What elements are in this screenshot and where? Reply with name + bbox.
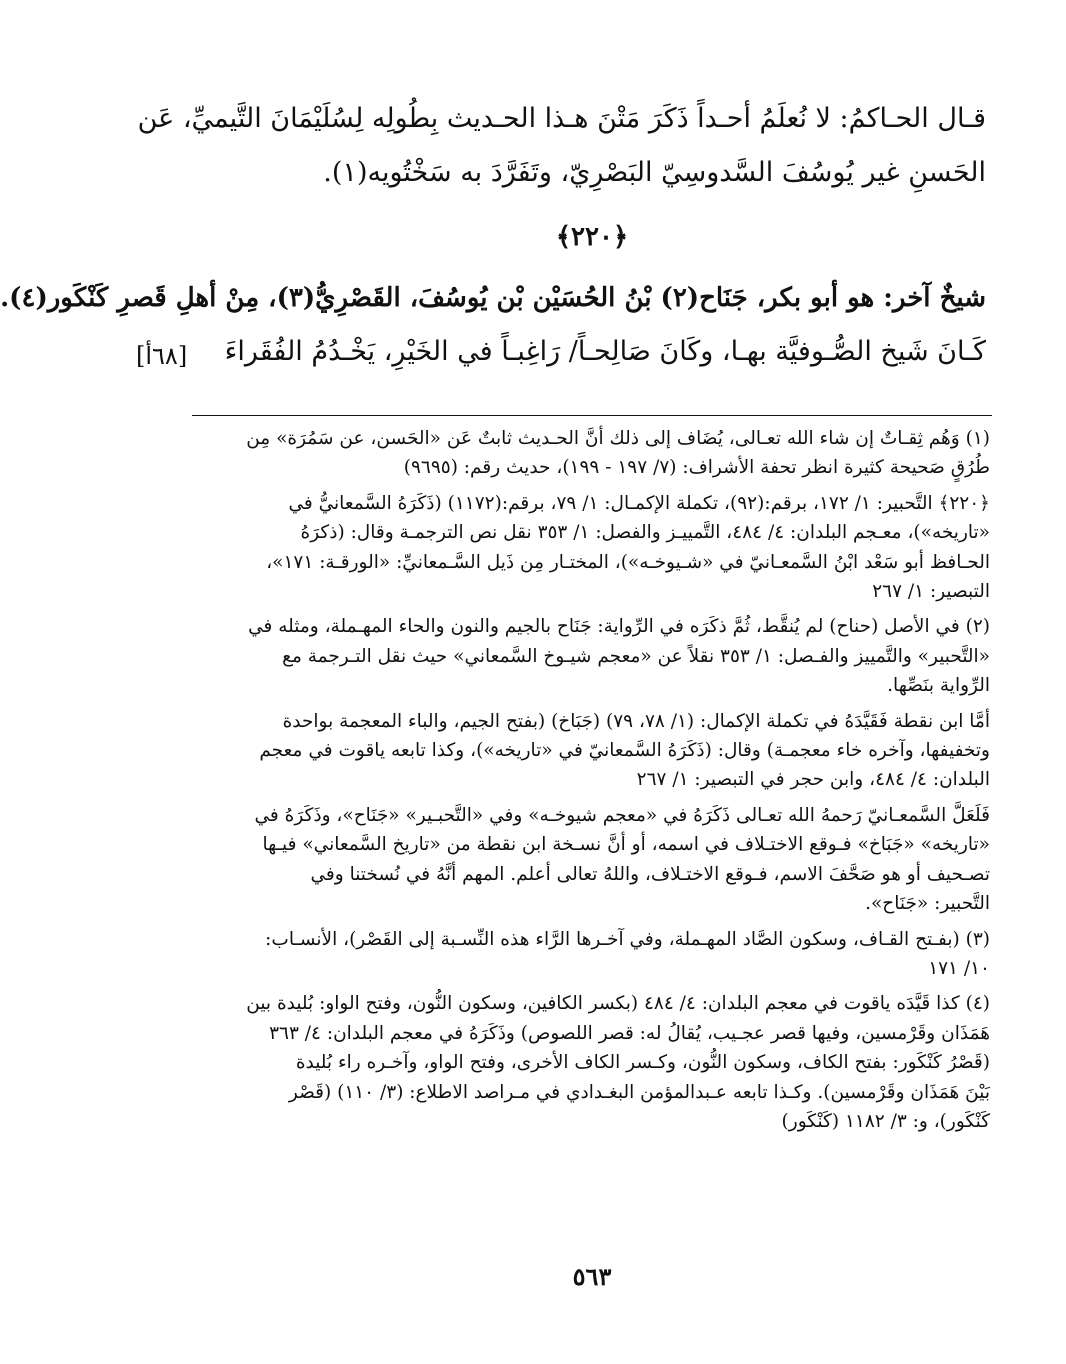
- main-text-line: قـال الحـاكمُ: لا نُعلَمُ أحـداً ذَكَرَ مَتْنَ هـذا الحـديث بِطُولِه لِسُلَيْمَانَ التَّيميِّ، عَن: [137, 103, 986, 134]
- page-number: ٥٦٣: [572, 1262, 612, 1291]
- entry-heading: شيخٌ آخر: هو أبو بكر، جَنَاح(٢) بْنُ الحُسَيْن بْن يُوسُفَ، القَصْرِيُّ(٣)، مِنْ أهلِ قَصرِ كَنْكَور(٤).: [0, 283, 986, 313]
- footnote-line: تصـحيف أو هو صَحَّفَ الاسم، فـوقع الاختـلاف، واللهُ تعالى أعلم. المهم أنَّهُ في نُسختنا وفي: [310, 863, 990, 885]
- footnote-line: (٣) (بفـتح القـاف، وسكون الصَّاد المهـملة، وفي آخـرها الرَّاء هذه النِّسـبة إلى القَصْر)، الأنسـاب:: [265, 928, 990, 950]
- footnote-line: فَلَعَلَّ السَّمعـانيّ رَحمهُ الله تعـالى ذَكَرَهُ في «معجم شيوخـه» وفي «التَّحبـير» «جَنَاح»، وذَكَرَهُ في: [254, 804, 990, 826]
- footnote-line: التبصير: ١/ ٢٦٧: [872, 581, 990, 603]
- footnote-line: (قَصْرُ كَنْكَور: بفتح الكاف، وسكون النُّون، وكـسر الكاف الأخرى، وفتح الواو، وآخـره راء بُليدة: [295, 1052, 990, 1074]
- footnote: [198, 489, 990, 607]
- footnote: [198, 989, 990, 1136]
- footnote-line: (١) وَهُم ثِقـاتٌ إن شاء الله تعـالى، يُضَاف إلى ذلك أنَّ الحـديث ثابتٌ عَن «الحَسن، عن سَمُرَة» مِن: [246, 428, 990, 449]
- entry-text: كَـانَ شَيخ الصُّـوفيَّة بهـا، وكَانَ صَالِحـاً/ رَاغِبـاً في الخَيْرِ، يَخْـدُمُ الفُقَراءَ: [224, 336, 986, 367]
- footnote-line: «تاريخه»)، معـجم البلدان: ٤/ ٤٨٤، التَّمييـز والفصل: ١/ ٣٥٣ نقل نص الترجمـة وقال: (ذكرَهُ: [300, 522, 990, 544]
- footnote-line: طُرُقٍ صَحيحة كثيرة انظر تحفة الأشراف: (٧/ ١٩٧ - ١٩٩)، حديث رقم: (٩٦٩٥): [403, 457, 990, 479]
- footnote-line: ﴿٢٢٠﴾ التَّحبير: ١/ ١٧٢، برقم:(٩٢)، تكملة الإكمـال: ١/ ٧٩، برقم:(١١٧٢) (ذَكَرَهُ السَّمعانيُّ في: [288, 492, 990, 514]
- footnote: [198, 424, 990, 483]
- footnote-line: (٤) كذا قَيَّدَه ياقوت في معجم البلدان: ٤/ ٤٨٤ (بكسر الكافين، وسكون النُّون، وفتح الواو: بُليدة بين: [246, 993, 990, 1015]
- footnote-line: هَمَذَان وقَرْمسين، وفيها قصر عجـيب، يُقالُ له: قصر اللصوص) وذَكَرَهُ في معجم البلدان: ٤/ ٣٦٣: [269, 1022, 990, 1044]
- manuscript-folio-marker: [٦٨أ]: [136, 342, 188, 370]
- footnote: [198, 612, 990, 700]
- footnote-line: «التَّحبير» والتَّمييز والفـصل: ١/ ٣٥٣ نقلاً عن «معجم شيـوخ السَّمعاني» حيث نقل التـرجمة مع: [282, 645, 990, 667]
- footnote-line: التَّحبير: «جَنَاح».: [865, 893, 990, 915]
- footnote: [198, 801, 990, 919]
- footnote-line: البلدان: ٤/ ٤٨٤، وابن حجر في التبصير: ١/ ٢٦٧: [636, 769, 990, 791]
- footnote-divider: [192, 415, 992, 416]
- footnote-line: الرِّواية بنَصِّها.: [887, 675, 990, 697]
- footnote-line: الحـافظ أبو سَعْد ابْنُ السَّمعـانيّ في «شـيوخـه»)، المختـار مِن ذَيل السَّـمعانيِّ: «الورقـة: ١٧١»،: [266, 551, 990, 573]
- footnote-line: أمَّا ابن نقطة فَقَيَّدَهُ في تكملة الإكمال: (١/ ٧٨، ٧٩) (جَبَاخ) (بفتح الجيم، والباء المعجمة بواحدة: [282, 710, 990, 732]
- footnotes: [198, 424, 990, 1142]
- entry-number: ﴿٢٢٠﴾: [555, 222, 629, 252]
- footnote-line: ١٠/ ١٧١: [928, 957, 990, 979]
- footnote: [198, 925, 990, 984]
- footnote-line: بَيْنَ هَمَذَان وقَرْمسين). وكـذا تابعه عـبدالمؤمن البغـدادي في مـراصد الاطلاع: (٣/ ١١٠) (قَصْر: [288, 1081, 990, 1103]
- footnote-line: كَنْكَور)، و: ٣/ ١١٨٢ (كَنْكَور): [781, 1110, 990, 1132]
- main-text: [137, 92, 986, 200]
- footnote: [198, 707, 990, 795]
- footnote-line: وتخفيفها، وآخره خاء معجمـة) وقال: (ذَكَرَهُ السَّمعانيّ في «تاريخه»)، وكذا تابعه ياقوت في معجم: [259, 740, 990, 762]
- main-text-line: الحَسنِ غير يُوسُفَ السَّدوسِيّ البَصْرِيّ، وتَفَرَّدَ به سَخْتُويه(١).: [323, 157, 986, 188]
- footnote-line: (٢) في الأصل (حناح) لم يُنقَّط، ثُمَّ ذكَرَه في الرِّواية: جَنَاح بالجيم والنون والحاء المهـملة، ومثله في: [248, 616, 990, 638]
- footnote-line: «تاريخه» «جَبَاخ» فـوقع الاختـلاف في اسمه، أو أنَّ نسـخة ابن نقطة من «تاريخ السَّمعاني» فيـها: [262, 834, 990, 856]
